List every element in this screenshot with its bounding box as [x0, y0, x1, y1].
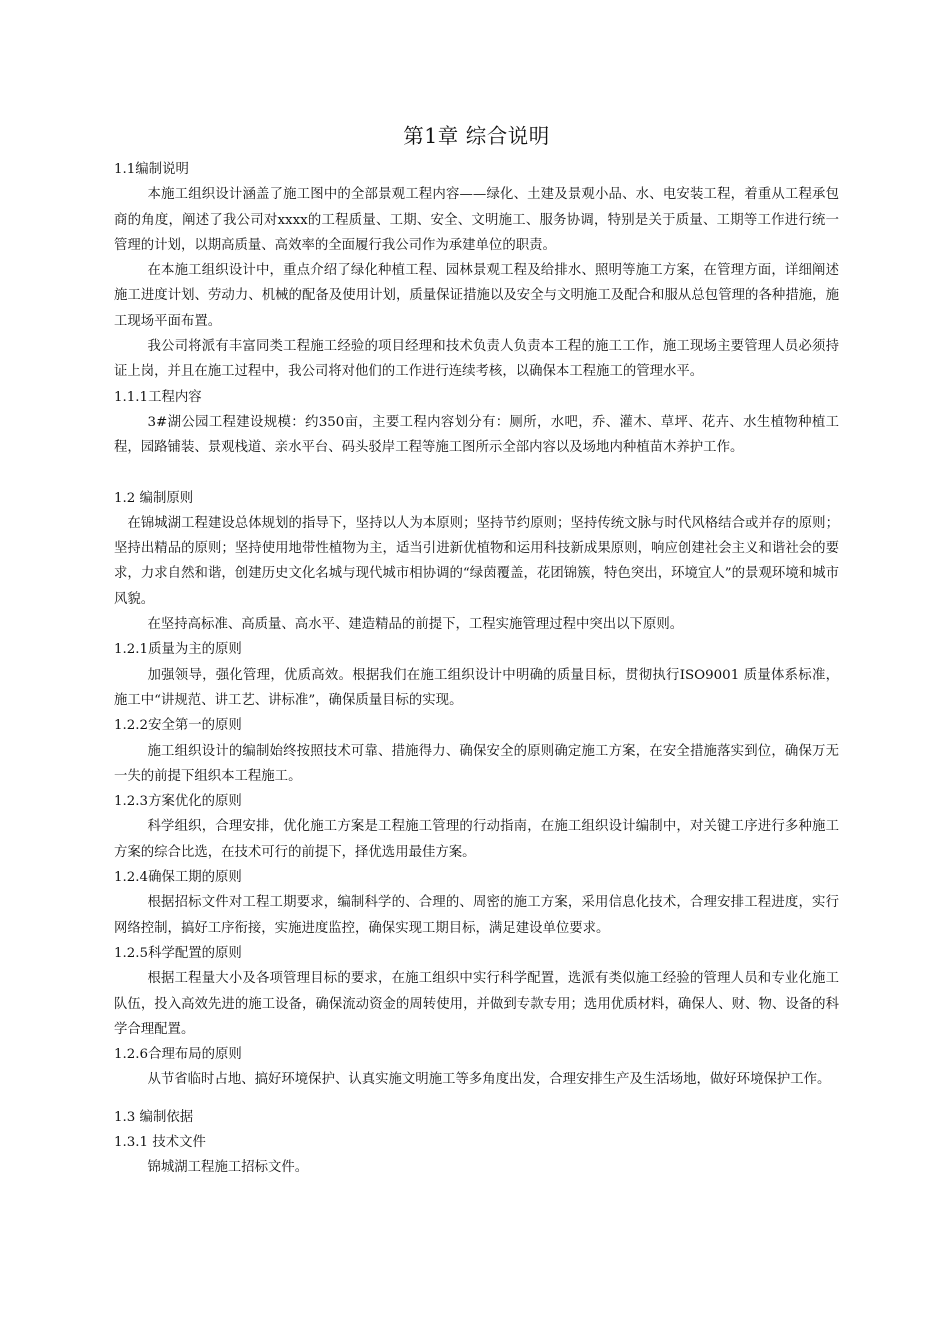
section-heading-1-1: 1.1编制说明 [114, 162, 189, 177]
paragraph: 在坚持高标准、高质量、高水平、建造精品的前提下，工程实施管理过程中突出以下原则。 [147, 617, 684, 633]
section-heading-1-2-2: 1.2.2安全第一的原则 [114, 718, 242, 734]
section-heading-1-2-3: 1.2.3方案优化的原则 [114, 794, 242, 810]
section-heading-1-2-5: 1.2.5科学配置的原则 [114, 945, 242, 961]
paragraph: 从节省临时占地、搞好环境保护、认真实施文明施工等多角度出发，合理安排生产及生活场地，做好环境保护工作。 [147, 1072, 831, 1088]
paragraph: 在本施工组织设计中，重点介绍了绿化种植工程、园林景观工程及给排水、照明等施工方案，在管理方面，详细阐述施工进度计划、劳动力、机械的配备及使用计划，质量保证措施以及安全与文明施工及配合和服从总包管理的各种措施，施工现场平面布置。 [114, 263, 839, 329]
chapter-title: 第1章 综合说明 [403, 124, 550, 148]
paragraph: 本施工组织设计涵盖了施工图中的全部景观工程内容——绿化、土建及景观小品、水、电安装工程，着重从工程承包商的角度，阐述了我公司对xxxx的工程质量、工期、安全、文明施工、服务协调，特别是关于质量、工期等工作进行统一管理的计划，以期高质量、高效率的全面履行我公司作为承建单位的职责。 [114, 187, 839, 253]
paragraph: 锦城湖工程施工招标文件。 [147, 1160, 309, 1176]
paragraph: 科学组织，合理安排，优化施工方案是工程施工管理的行动指南，在施工组织设计编制中，对关键工序进行多种施工方案的综合比选，在技术可行的前提下，择优选用最佳方案。 [114, 819, 839, 860]
section-heading-1-1-1: 1.1.1工程内容 [114, 389, 202, 405]
paragraph: 加强领导，强化管理，优质高效。根据我们在施工组织设计中明确的质量目标，贯彻执行ISO9001 质量体系标准，施工中“讲规范、讲工艺、讲标准”，确保质量目标的实现。 [114, 667, 839, 708]
section-heading-1-3-1: 1.3.1 技术文件 [114, 1134, 206, 1150]
paragraph: 施工组织设计的编制始终按照技术可靠、措施得力、确保安全的原则确定施工方案，在安全措施落实到位，确保万无一失的前提下组织本工程施工。 [114, 743, 839, 784]
paragraph: 我公司将派有丰富同类工程施工经验的项目经理和技术负责人负责本工程的施工工作，施工现场主要管理人员必须持证上岗，并且在施工过程中，我公司将对他们的工作进行连续考核，以确保本工程施工的管理水平。 [114, 339, 839, 380]
section-heading-1-3: 1.3 编制依据 [114, 1109, 194, 1125]
section-heading-1-2: 1.2 编制原则 [114, 490, 194, 506]
paragraph: 3#湖公园工程建设规模：约350亩，主要工程内容划分有：厕所，水吧，乔、灌木、草坪、花卉、水生植物种植工程，园路铺装、景观栈道、亲水平台、码头驳岸工程等施工图所示全部内容以及场地内种植苗木养护工作。 [114, 414, 839, 456]
section-heading-1-2-1: 1.2.1质量为主的原则 [114, 642, 242, 658]
paragraph: 根据招标文件对工程工期要求，编制科学的、合理的、周密的施工方案，采用信息化技术，合理安排工程进度，实行网络控制，搞好工序衔接，实施进度监控，确保实现工期目标，满足建设单位要求。 [114, 895, 839, 936]
section-heading-1-2-4: 1.2.4确保工期的原则 [114, 870, 242, 886]
paragraph: 根据工程量大小及各项管理目标的要求，在施工组织中实行科学配置，选派有类似施工经验的管理人员和专业化施工队伍，投入高效先进的施工设备，确保流动资金的周转使用，并做到专款专用；选用优质材料，确保人、财、物、设备的科学合理配置。 [114, 971, 839, 1037]
paragraph: 在锦城湖工程建设总体规划的指导下，坚持以人为本原则；坚持节约原则；坚持传统文脉与时代风格结合或并存的原则；坚持出精品的原则；坚持使用地带性植物为主，适当引进新优植物和运用科技新成果原则，响应创建社会主义和谐社会的要求，力求自然和谐，创建历史文化名城与现代城市相协调的“绿茵覆盖，花团锦簇，特色突出，环境宜人”的景观环境和城市风貌。 [114, 515, 839, 607]
section-heading-1-2-6: 1.2.6合理布局的原则 [114, 1047, 242, 1063]
